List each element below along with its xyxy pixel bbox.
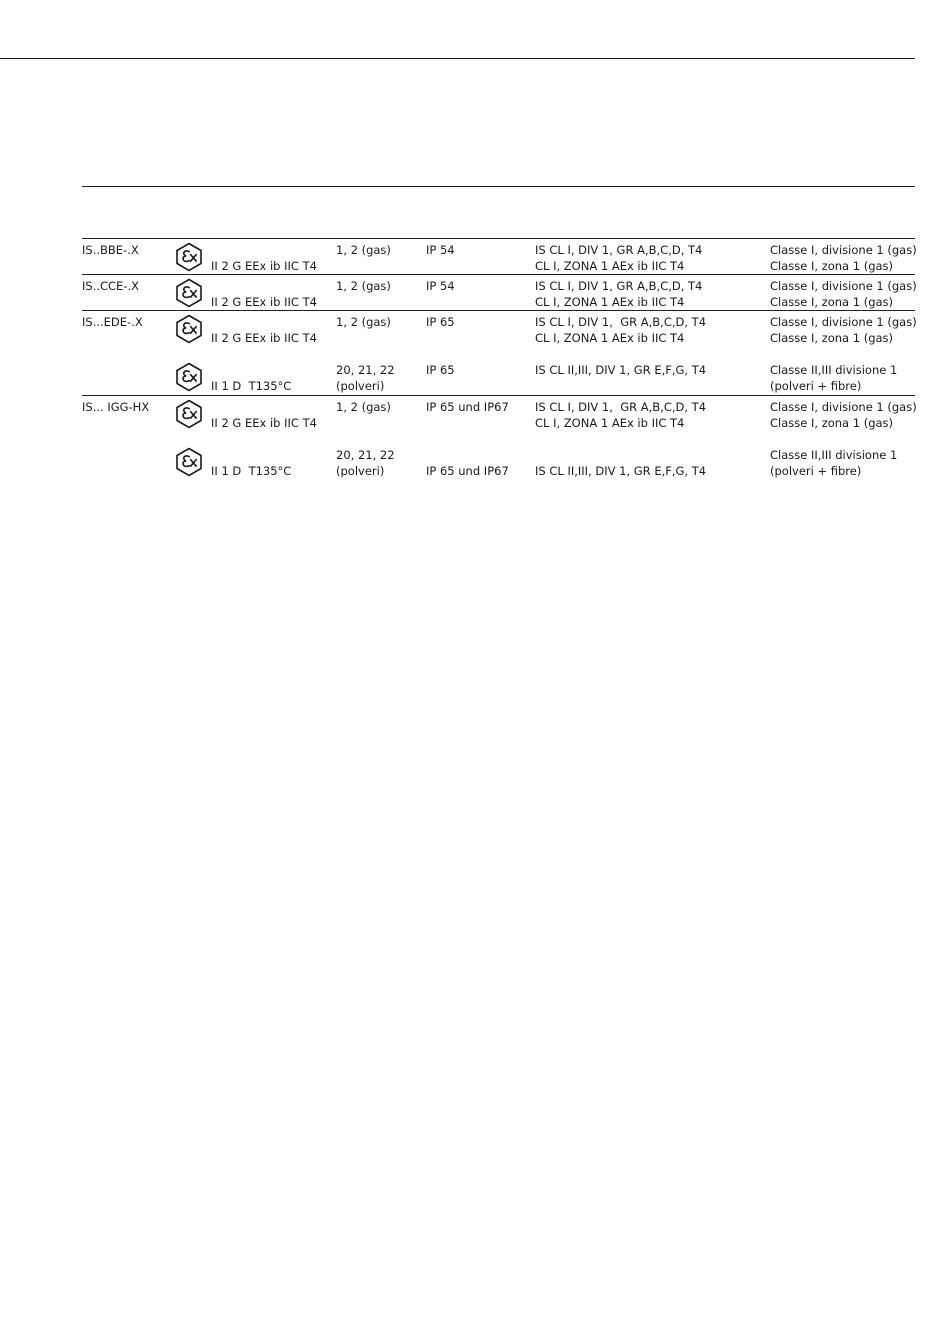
atex-marking: II 1 D T135°C (211, 464, 292, 478)
us-classification: IS CL I, DIV 1, GR A,B,C,D, T4 (535, 315, 707, 329)
atex-marking: II 2 G EEx ib IIC T4 (211, 416, 317, 430)
it-classification: Classe I, divisione 1 (gas) (770, 400, 917, 414)
ex-marking-icon (174, 362, 204, 392)
us-classification: CL I, ZONA 1 AEx ib IIC T4 (535, 259, 685, 273)
row-divider (82, 310, 915, 311)
it-classification: Classe I, zona 1 (gas) (770, 259, 894, 273)
it-classification: Classe I, zona 1 (gas) (770, 295, 894, 309)
zone: 1, 2 (gas) (336, 279, 391, 293)
page-header-rule (0, 58, 915, 59)
zone: 20, 21, 22 (336, 448, 395, 462)
it-classification: (polveri + fibre) (770, 464, 862, 478)
ex-marking-icon (174, 314, 204, 344)
ex-marking-icon (174, 278, 204, 308)
it-classification: (polveri + fibre) (770, 379, 862, 393)
us-classification: IS CL I, DIV 1, GR A,B,C,D, T4 (535, 243, 703, 257)
us-classification: IS CL II,III, DIV 1, GR E,F,G, T4 (535, 363, 707, 377)
atex-marking: II 2 G EEx ib IIC T4 (211, 295, 317, 309)
ex-marking-icon (174, 242, 204, 272)
zone: 1, 2 (gas) (336, 315, 391, 329)
model-code: IS...EDE-.X (82, 315, 143, 329)
ip-rating: IP 65 und IP67 (426, 464, 509, 478)
it-classification: Classe I, zona 1 (gas) (770, 416, 894, 430)
row-divider (82, 274, 915, 275)
model-code: IS... IGG-HX (82, 400, 150, 414)
ip-rating: IP 65 und IP67 (426, 400, 509, 414)
model-code: IS..CCE-.X (82, 279, 140, 293)
zone: (polveri) (336, 464, 385, 478)
us-classification: IS CL II,III, DIV 1, GR E,F,G, T4 (535, 464, 707, 478)
table-top-rule (82, 238, 915, 239)
it-classification: Classe I, divisione 1 (gas) (770, 315, 917, 329)
section-rule (82, 186, 915, 187)
model-code: IS..BBE-.X (82, 243, 139, 257)
it-classification: Classe I, zona 1 (gas) (770, 331, 894, 345)
row-divider (82, 395, 915, 396)
ip-rating: IP 54 (426, 243, 455, 257)
atex-marking: II 2 G EEx ib IIC T4 (211, 331, 317, 345)
us-classification: IS CL I, DIV 1, GR A,B,C,D, T4 (535, 279, 703, 293)
ip-rating: IP 54 (426, 279, 455, 293)
ex-marking-icon (174, 447, 204, 477)
zone: (polveri) (336, 379, 385, 393)
atex-marking: II 2 G EEx ib IIC T4 (211, 259, 317, 273)
us-classification: CL I, ZONA 1 AEx ib IIC T4 (535, 295, 685, 309)
it-classification: Classe II,III divisione 1 (770, 363, 898, 377)
zone: 20, 21, 22 (336, 363, 395, 377)
atex-marking: II 1 D T135°C (211, 379, 292, 393)
it-classification: Classe I, divisione 1 (gas) (770, 279, 917, 293)
it-classification: Classe I, divisione 1 (gas) (770, 243, 917, 257)
us-classification: CL I, ZONA 1 AEx ib IIC T4 (535, 331, 685, 345)
ip-rating: IP 65 (426, 363, 455, 377)
zone: 1, 2 (gas) (336, 400, 391, 414)
ip-rating: IP 65 (426, 315, 455, 329)
us-classification: CL I, ZONA 1 AEx ib IIC T4 (535, 416, 685, 430)
zone: 1, 2 (gas) (336, 243, 391, 257)
ex-marking-icon (174, 399, 204, 429)
it-classification: Classe II,III divisione 1 (770, 448, 898, 462)
us-classification: IS CL I, DIV 1, GR A,B,C,D, T4 (535, 400, 707, 414)
